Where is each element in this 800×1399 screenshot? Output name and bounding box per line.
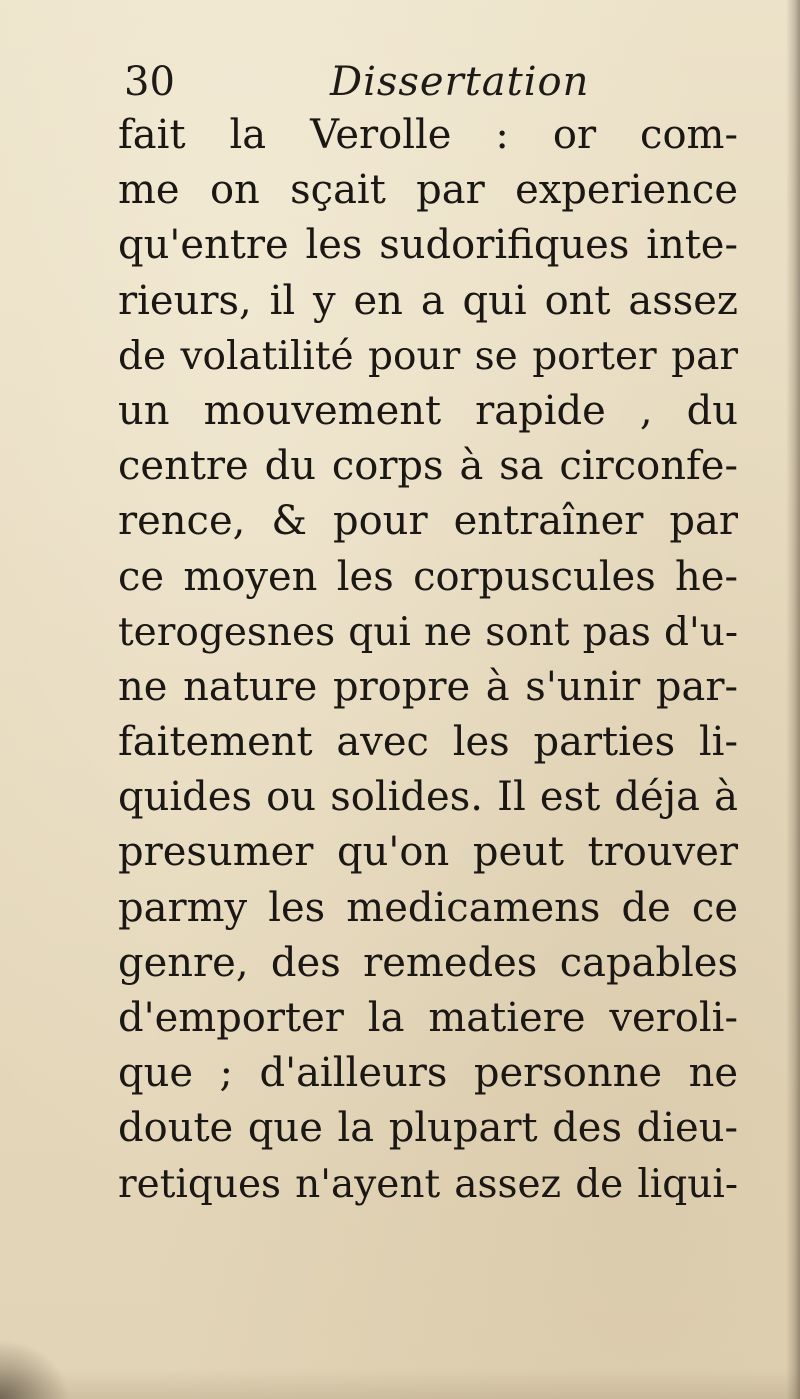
corner-shadow xyxy=(0,1339,70,1399)
text-line: ce moyen les corpuscules he- xyxy=(118,553,738,600)
body-text xyxy=(118,108,738,1212)
text-line: centre du corps à sa circonfe- xyxy=(118,443,738,490)
text-line: de volatilité pour se porter par xyxy=(118,333,738,379)
text-line: parmy les medicamens de ce xyxy=(118,884,738,931)
text-line: rence, & pour entraîner par xyxy=(118,498,738,545)
page-bottom-shade xyxy=(0,1369,800,1399)
page-number: 30 xyxy=(124,59,175,105)
text-line: un mouvement rapide , du xyxy=(118,387,738,434)
text-line: quides ou solides. Il est déja à xyxy=(118,774,738,821)
text-line: qu'entre les sudorifiques inte- xyxy=(118,222,738,269)
running-head: Dissertation xyxy=(330,59,590,105)
text-line: d'emporter la matiere veroli- xyxy=(118,995,738,1041)
text-line: presumer qu'on peut trouver xyxy=(118,829,738,876)
text-line: faitement avec les parties li- xyxy=(118,719,738,766)
text-line: me on sçait par experience xyxy=(118,167,738,214)
page-header xyxy=(120,52,680,112)
text-line: genre, des remedes capables xyxy=(118,939,738,986)
text-line: fait la Verolle : or com- xyxy=(118,112,738,158)
text-line: retiques n'ayent assez de liqui- xyxy=(118,1161,738,1207)
text-line: doute que la plupart des dieu- xyxy=(118,1105,738,1152)
text-line: que ; d'ailleurs personne ne xyxy=(118,1050,738,1097)
page-edge-shadow xyxy=(786,0,800,1399)
text-line: rieurs, il y en a qui ont assez xyxy=(118,277,738,324)
text-line: ne nature propre à s'unir par- xyxy=(118,663,738,710)
text-line: terogesnes qui ne sont pas d'u- xyxy=(118,609,738,655)
